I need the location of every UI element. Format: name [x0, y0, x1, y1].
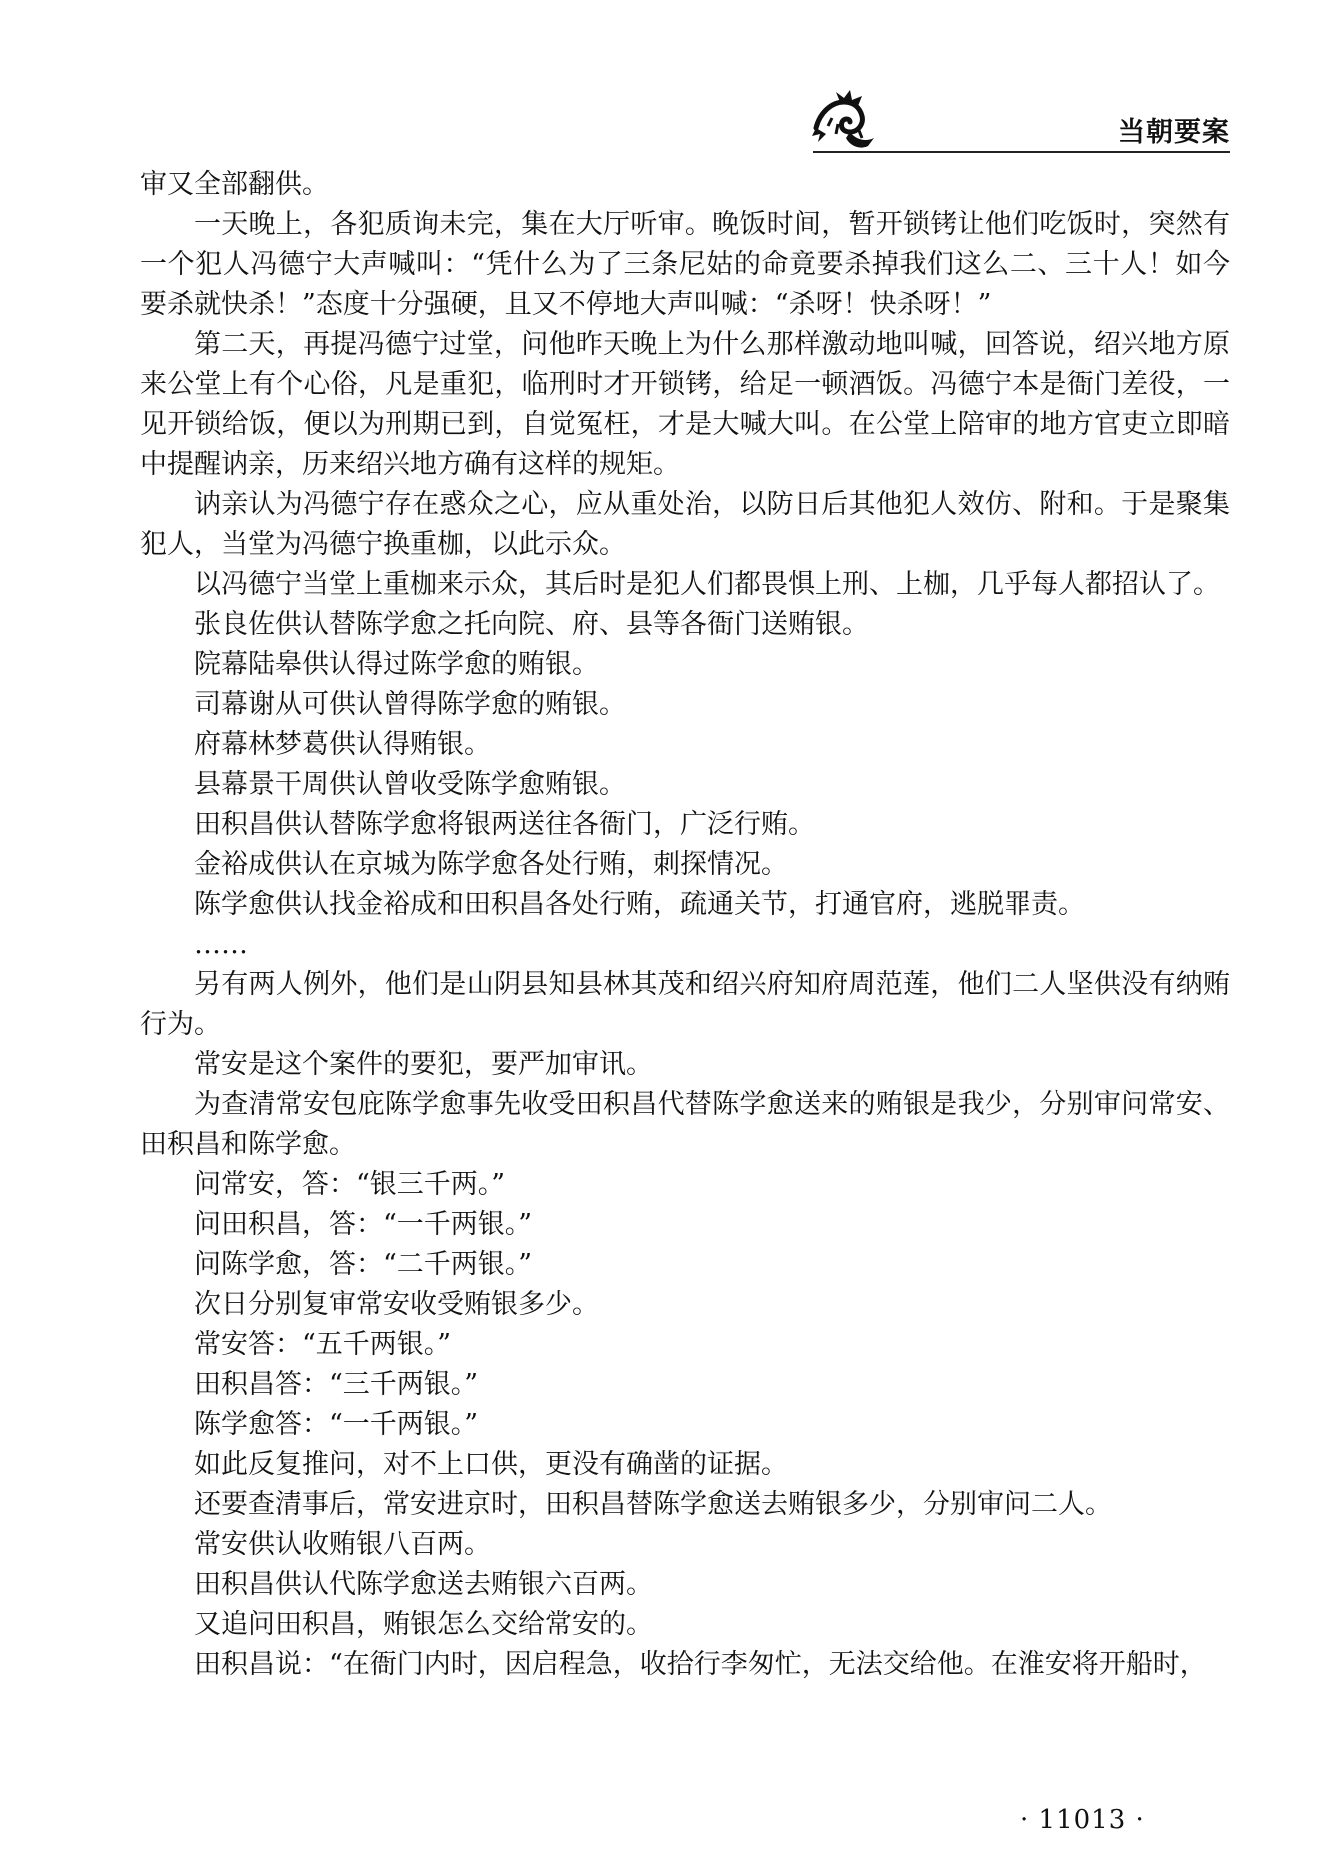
paragraph: 为查清常安包庇陈学愈事先收受田积昌代替陈学愈送来的贿银是我少，分别审问常安、田积昌和陈学愈。: [140, 1089, 1230, 1160]
paragraph: 问陈学愈，答：“二千两银。”: [194, 1249, 533, 1280]
paragraph: 院幕陆皋供认得过陈学愈的贿银。: [194, 649, 599, 680]
paragraph: 司幕谢从可供认曾得陈学愈的贿银。: [194, 689, 626, 720]
paragraph: 以冯德宁当堂上重枷来示众，其后时是犯人们都畏惧上刑、上枷，几乎每人都招认了。: [194, 569, 1220, 600]
body-text: [140, 165, 1230, 1685]
paragraph: 问常安，答：“银三千两。”: [194, 1169, 506, 1200]
paragraph: 还要查清事后，常安进京时，田积昌替陈学愈送去贿银多少，分别审问二人。: [194, 1489, 1112, 1520]
paragraph: 常安答：“五千两银。”: [194, 1329, 452, 1360]
running-header: [810, 88, 1230, 158]
paragraph: 张良佐供认替陈学愈之托向院、府、县等各衙门送贿银。: [194, 609, 869, 640]
header-rule: [813, 151, 1230, 153]
paragraph: 金裕成供认在京城为陈学愈各处行贿，刺探情况。: [194, 849, 788, 880]
paragraph: 讷亲认为冯德宁存在惑众之心，应从重处治，以防日后其他犯人效仿、附和。于是聚集犯人，当堂为冯德宁换重枷，以此示众。: [140, 489, 1230, 560]
paragraph: 田积昌供认代陈学愈送去贿银六百两。: [194, 1569, 653, 1600]
paragraph: 次日分别复审常安收受贿银多少。: [194, 1289, 599, 1320]
paragraph: 问田积昌，答：“一千两银。”: [194, 1209, 533, 1240]
paragraph: 一天晚上，各犯质询未完，集在大厅听审。晚饭时间，暂开锁铐让他们吃饭时，突然有一个犯人冯德宁大声喊叫：“凭什么为了三条尼姑的命竟要杀掉我们这么二、三十人！如今要杀就快杀！”态度十分强硬，且又不停地大声叫喊：“杀呀！快杀呀！”: [140, 209, 1230, 320]
dragon-icon: [810, 88, 880, 152]
paragraph: 常安是这个案件的要犯，要严加审讯。: [194, 1049, 653, 1080]
paragraph: 田积昌答：“三千两银。”: [194, 1369, 479, 1400]
paragraph: 陈学愈答：“一千两银。”: [194, 1409, 479, 1440]
paragraph: 第二天，再提冯德宁过堂，问他昨天晚上为什么那样激动地叫喊，回答说，绍兴地方原来公堂上有个心俗，凡是重犯，临刑时才开锁铐，给足一顿酒饭。冯德宁本是衙门差役，一见开锁给饭，便以为刑期已到，自觉冤枉，才是大喊大叫。在公堂上陪审的地方官吏立即暗中提醒讷亲，历来绍兴地方确有这样的规矩。: [140, 329, 1230, 480]
page-number: · 11013 ·: [1020, 1805, 1145, 1835]
paragraph: 田积昌说：“在衙门内时，因启程急，收拾行李匆忙，无法交给他。在淮安将开船时，: [194, 1649, 1207, 1680]
paragraph: 审又全部翻供。: [140, 169, 329, 200]
paragraph: 府幕林梦葛供认得贿银。: [194, 729, 491, 760]
paragraph: 常安供认收贿银八百两。: [194, 1529, 491, 1560]
paragraph: 田积昌供认替陈学愈将银两送往各衙门，广泛行贿。: [194, 809, 815, 840]
ellipsis: ……: [194, 929, 248, 960]
paragraph: 陈学愈供认找金裕成和田积昌各处行贿，疏通关节，打通官府，逃脱罪责。: [194, 889, 1085, 920]
paragraph: 又追问田积昌，贿银怎么交给常安的。: [194, 1609, 653, 1640]
paragraph: 县幕景干周供认曾收受陈学愈贿银。: [194, 769, 626, 800]
running-title: 当朝要案: [1118, 117, 1230, 148]
paragraph: 如此反复推问，对不上口供，更没有确凿的证据。: [194, 1449, 788, 1480]
paragraph: 另有两人例外，他们是山阴县知县林其茂和绍兴府知府周范莲，他们二人坚供没有纳贿行为。: [140, 969, 1230, 1040]
